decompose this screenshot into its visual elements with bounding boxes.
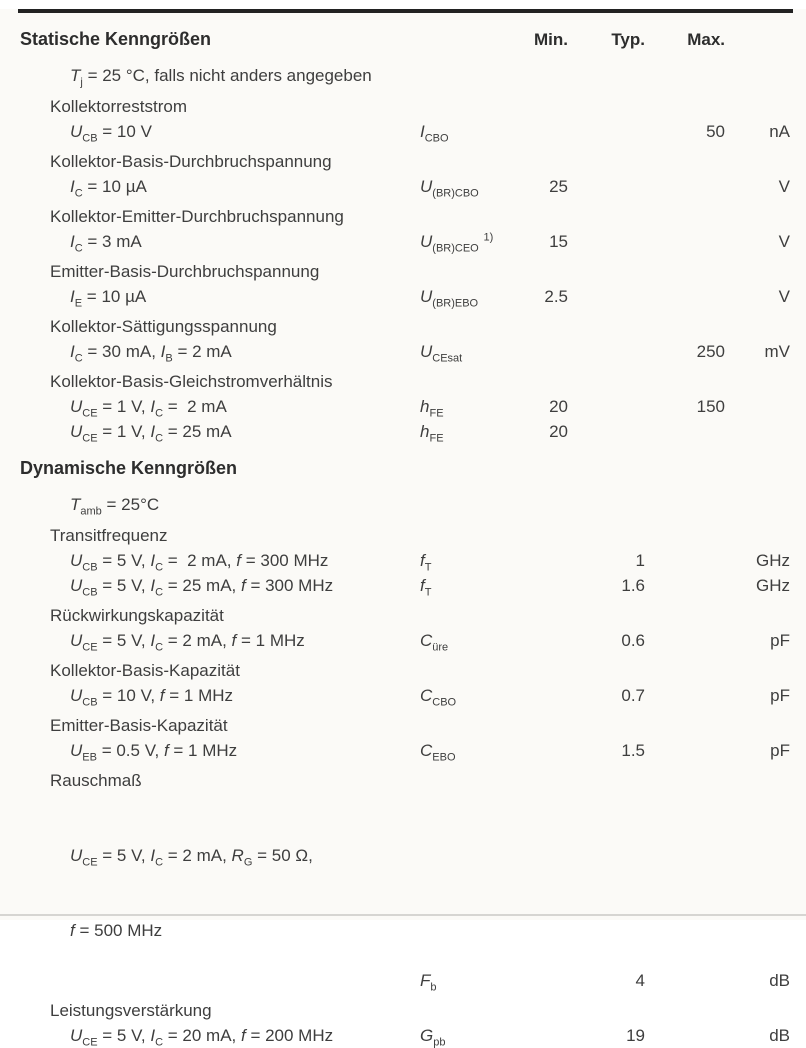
min-value <box>520 1023 568 1048</box>
condition: $U_{CE} = 5$ V, $I_C = 20$ mA, f = 200 MHz <box>70 1026 334 1048</box>
condition: $U_{CE} = 5$ V, $I_C = 2$ mA, f = 1 MHz <box>70 631 305 654</box>
condition: $U_{CE} = 1$ V, $I_C = 25$ mA <box>70 422 232 445</box>
parameter-group <box>50 314 790 364</box>
symbol: $C_{EBO}$ <box>420 741 456 764</box>
spacer-cell <box>420 27 520 52</box>
parameter-row <box>50 628 790 653</box>
max-value <box>645 174 725 199</box>
parameter-group-label: Leistungsverstärkung <box>50 1001 212 1020</box>
parameter-row <box>50 174 790 199</box>
section-title-static: Statische Kenngrößen <box>20 29 212 49</box>
symbol: $U_{(BR)CEO}$ $^{1)}$ <box>420 231 494 255</box>
min-value <box>520 548 568 573</box>
unit: V <box>778 232 790 251</box>
max-value <box>645 683 725 708</box>
parameter-group <box>50 603 790 653</box>
typ-value <box>568 339 645 364</box>
section-title-dynamic: Dynamische Kenngrößen <box>20 458 238 478</box>
condition: $I_C = 3$ mA <box>70 232 142 255</box>
max-value <box>645 628 725 653</box>
spacer-cell <box>568 456 645 481</box>
typ-value: 0.7 <box>621 686 645 705</box>
parameter-group <box>50 998 790 1048</box>
min-value <box>520 339 568 364</box>
parameter-group-label: Emitter-Basis-Kapazität <box>50 716 228 735</box>
symbol: $h_{FE}$ <box>420 422 444 445</box>
parameter-row <box>50 284 790 309</box>
typ-value <box>568 119 645 144</box>
parameter-group-label: Transitfrequenz <box>50 526 168 545</box>
unit: V <box>778 287 790 306</box>
condition: $U_{CB} = 5$ V, $I_C = 2$ mA, f = 300 MHz <box>70 551 329 574</box>
typ-value <box>568 229 645 254</box>
max-value <box>645 968 725 993</box>
parameter-group <box>50 768 790 993</box>
condition-line-2: f = 500 MHz <box>70 921 163 940</box>
typ-value <box>568 419 645 444</box>
max-value <box>645 284 725 309</box>
min-value <box>520 738 568 763</box>
condition: $I_C = 30$ mA, $I_B = 2$ mA <box>70 342 232 365</box>
max-value <box>645 1023 725 1048</box>
spacer-cell <box>520 456 568 481</box>
parameter-row <box>50 738 790 763</box>
parameter-row <box>50 683 790 708</box>
max-value: 50 <box>706 122 725 141</box>
symbol: $f_T$ <box>420 576 432 599</box>
condition-line-1: $U_{CE} = 5$ V, $I_C = 2$ mA, $R_G = 50$ Ω, <box>70 846 313 869</box>
column-header-min: Min. <box>534 30 568 49</box>
unit: dB <box>769 971 790 990</box>
datasheet-page <box>0 9 806 1048</box>
condition: $U_{EB} = 0.5$ V, f = 1 MHz <box>70 741 238 764</box>
typ-value: 19 <box>626 1026 645 1045</box>
symbol: $I_{CBO}$ <box>420 122 449 145</box>
min-value <box>520 628 568 653</box>
typ-value <box>568 174 645 199</box>
condition <box>50 793 420 993</box>
unit: V <box>778 177 790 196</box>
spacer-cell <box>420 456 520 481</box>
min-value: 15 <box>549 232 568 251</box>
bottom-rule <box>0 914 806 916</box>
unit <box>725 419 790 444</box>
symbol: $G_{pb}$ <box>420 1026 446 1048</box>
max-value <box>645 573 725 598</box>
max-value <box>645 738 725 763</box>
min-value <box>520 968 568 993</box>
condition: $U_{CB} = 10$ V, f = 1 MHz <box>70 686 234 709</box>
parameter-group-label: Rauschmaß <box>50 771 142 790</box>
max-value: 250 <box>696 342 725 361</box>
symbol: $F_b$ <box>420 971 437 994</box>
max-value <box>645 419 725 444</box>
parameter-row <box>50 573 790 598</box>
min-value: 20 <box>549 397 568 416</box>
parameter-group <box>50 713 790 763</box>
typ-value <box>568 284 645 309</box>
dynamic-temperature-note: $T_{amb} = 25^\circ C$ <box>70 495 160 518</box>
symbol: $h_{FE}$ <box>420 397 444 420</box>
spacer-cell <box>645 456 725 481</box>
parameter-row <box>50 119 790 144</box>
unit: pF <box>770 631 790 650</box>
typ-value: 1.6 <box>621 576 645 595</box>
spacer-cell <box>725 27 790 52</box>
spacer-cell <box>725 456 790 481</box>
parameter-row <box>50 548 790 573</box>
min-value: 25 <box>549 177 568 196</box>
static-temperature-note: $T_j = 25$ °C, falls nicht anders angegeben <box>70 66 372 89</box>
parameter-row <box>50 1023 790 1048</box>
typ-value: 1.5 <box>621 741 645 760</box>
typ-value: 0.6 <box>621 631 645 650</box>
unit: GHz <box>756 576 790 595</box>
unit: nA <box>769 122 790 141</box>
parameter-group <box>50 259 790 309</box>
parameter-group-label: Kollektor-Basis-Durchbruchspannung <box>50 152 332 171</box>
parameter-row <box>50 394 790 419</box>
parameter-row <box>50 419 790 444</box>
condition: $U_{CB} = 5$ V, $I_C = 25$ mA, f = 300 MHz <box>70 576 334 599</box>
min-value: 2.5 <box>544 287 568 306</box>
min-value <box>520 683 568 708</box>
datasheet-content <box>0 27 806 1048</box>
unit: mV <box>764 342 790 361</box>
top-rule <box>18 9 793 13</box>
typ-value: 1 <box>635 551 645 570</box>
dynamic-section-header-cell <box>20 456 420 481</box>
typ-value: 4 <box>635 971 645 990</box>
symbol: $C_{üre}$ <box>420 631 449 654</box>
parameter-group-label: Kollektor-Basis-Kapazität <box>50 661 240 680</box>
max-value: 150 <box>696 397 725 416</box>
parameter-group-label: Emitter-Basis-Durchbruchspannung <box>50 262 320 281</box>
max-value <box>645 229 725 254</box>
parameter-group-label: Kollektor-Basis-Gleichstromverhältnis <box>50 372 333 391</box>
unit: GHz <box>756 551 790 570</box>
parameter-group-label: Kollektor-Emitter-Durchbruchspannung <box>50 207 344 226</box>
condition: $U_{CB} = 10$ V <box>70 122 152 145</box>
typ-value <box>568 394 645 419</box>
static-section-header-cell <box>20 27 420 52</box>
condition: $U_{CE} = 1$ V, $I_C = 2$ mA <box>70 397 227 420</box>
parameter-group-label: Rückwirkungskapazität <box>50 606 224 625</box>
unit: pF <box>770 741 790 760</box>
column-header-typ: Typ. <box>611 30 645 49</box>
symbol: $C_{CBO}$ <box>420 686 457 709</box>
min-value <box>520 573 568 598</box>
parameter-group-label: Kollektorreststrom <box>50 97 187 116</box>
condition: $I_C = 10$ µA <box>70 177 147 200</box>
min-value: 20 <box>549 422 568 441</box>
symbol: $U_{(BR)CBO}$ <box>420 177 479 200</box>
column-header-max: Max. <box>687 30 725 49</box>
min-value <box>520 119 568 144</box>
parameter-group <box>50 204 790 254</box>
unit: dB <box>769 1026 790 1045</box>
parameter-group-label: Kollektor-Sättigungsspannung <box>50 317 277 336</box>
parameter-group <box>50 658 790 708</box>
parameter-row <box>50 229 790 254</box>
symbol: $U_{CEsat}$ <box>420 342 463 365</box>
parameter-group <box>50 523 790 598</box>
unit: pF <box>770 686 790 705</box>
parameter-group <box>50 369 790 444</box>
parameter-row <box>50 793 790 993</box>
symbol: $U_{(BR)EBO}$ <box>420 287 479 310</box>
max-value <box>645 548 725 573</box>
symbol: $f_T$ <box>420 551 432 574</box>
unit <box>725 394 790 419</box>
static-section-header-row <box>20 27 790 52</box>
parameter-row <box>50 339 790 364</box>
parameter-group <box>50 94 790 144</box>
parameter-group <box>50 149 790 199</box>
condition: $I_E = 10$ µA <box>70 287 147 310</box>
dynamic-section-header-row <box>20 456 790 481</box>
